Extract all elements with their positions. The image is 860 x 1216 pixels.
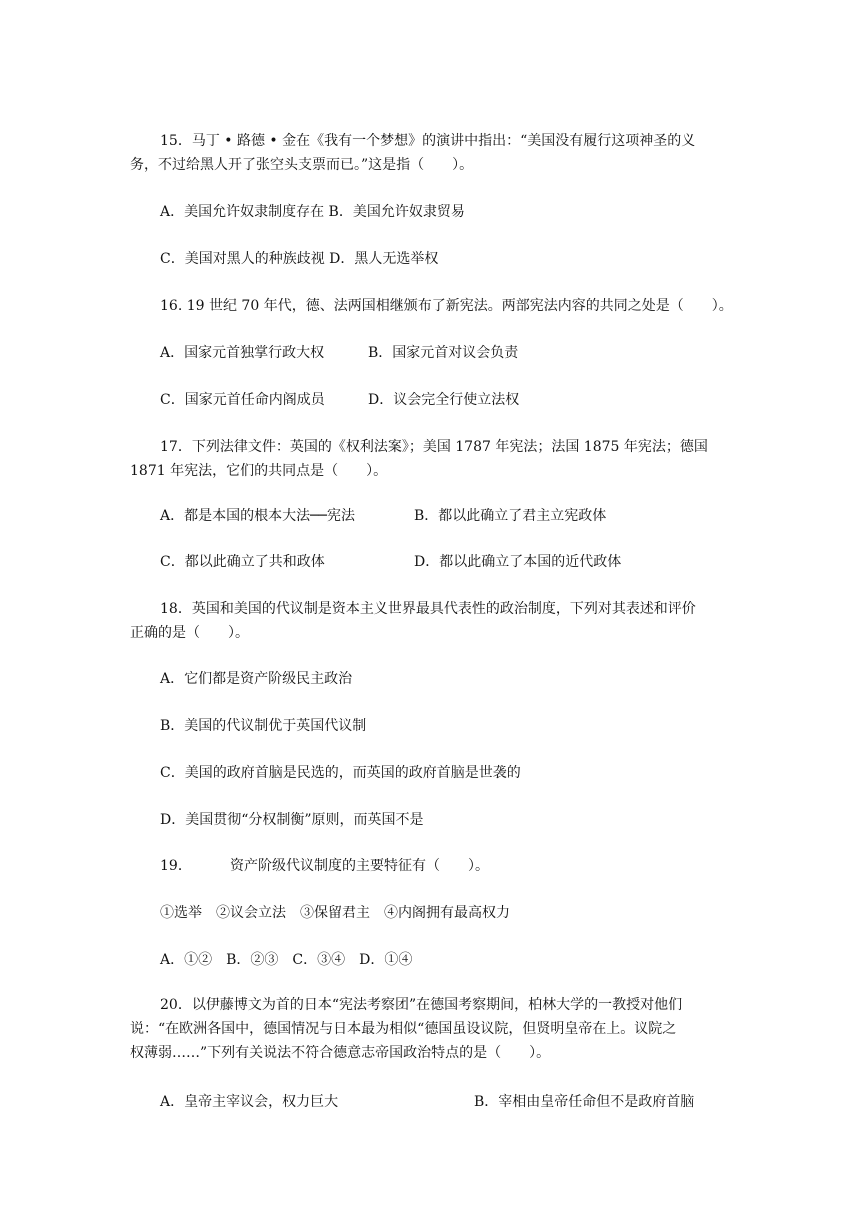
q17-option-d: D．都以此确立了本国的近代政体 (414, 554, 622, 570)
q18-option-c: C．美国的政府首脑是民选的，而英国的政府首脑是世袭的 (160, 765, 521, 781)
q16-option-a: A．国家元首独掌行政大权 (160, 345, 325, 361)
q16-option-c: C．国家元首任命内阁成员 (160, 392, 325, 408)
q18-option-b: B．美国的代议制优于英国代议制 (160, 718, 367, 734)
q18-stem-line1: 18．英国和美国的代议制是资本主义世界最具代表性的政治制度，下列对其表述和评价 (160, 601, 696, 617)
q17-option-b: B．都以此确立了君主立宪政体 (414, 508, 607, 524)
q19-options: A．①② B．②③ C．③④ D．①④ (160, 952, 413, 968)
q15-stem-line1: 15．马丁 • 路德 • 金在《我有一个梦想》的演讲中指出：“美国没有履行这项神圣的义 (160, 133, 696, 149)
q20-option-a: A．皇帝主宰议会，权力巨大 (160, 1094, 339, 1110)
q18-stem-line2: 正确的是（ ）。 (130, 625, 249, 641)
q15-stem-line2: 务，不过给黑人开了张空头支票而已。”这是指（ ）。 (130, 157, 474, 173)
q17-option-c: C．都以此确立了共和政体 (160, 554, 325, 570)
q19-stem: 资产阶级代议制度的主要特征有（ ）。 (230, 858, 489, 874)
q15-options-line1: A．美国允许奴隶制度存在 B．美国允许奴隶贸易 (160, 204, 465, 220)
q18-option-d: D．美国贯彻“分权制衡”原则，而英国不是 (160, 812, 424, 828)
q16-option-b: B．国家元首对议会负责 (368, 345, 519, 361)
q17-stem-line2: 1871 年宪法，它们的共同点是（ ）。 (130, 463, 388, 479)
q19-number: 19． (160, 858, 192, 874)
q17-stem-line1: 17．下列法律文件：英国的《权利法案》；美国 1787 年宪法；法国 1875 年宪法；德国 (160, 439, 708, 455)
q16-option-d: D．议会完全行使立法权 (368, 392, 520, 408)
q20-stem-line3: 权薄弱……”下列有关说法不符合德意志帝国政治特点的是（ ）。 (130, 1045, 551, 1061)
q19-items: ①选举 ②议会立法 ③保留君主 ④内阁拥有最高权力 (160, 905, 510, 921)
q15-options-line2: C．美国对黑人的种族歧视 D．黑人无选举权 (160, 251, 439, 267)
q16-stem: 16. 19 世纪 70 年代，德、法两国相继颁布了新宪法。两部宪法内容的共同之处是（ ）。 (160, 298, 733, 314)
q17-option-a: A．都是本国的根本大法──宪法 (160, 508, 355, 524)
q18-option-a: A．它们都是资产阶级民主政治 (160, 671, 353, 687)
q20-option-b: B．宰相由皇帝任命但不是政府首脑 (474, 1094, 695, 1110)
q20-stem-line1: 20．以伊藤博文为首的日本“宪法考察团”在德国考察期间，柏林大学的一教授对他们 (160, 997, 683, 1013)
q20-stem-line2: 说：“在欧洲各国中，德国情况与日本最为相似“德国虽设议院，但贤明皇帝在上。议院之 (130, 1021, 677, 1037)
